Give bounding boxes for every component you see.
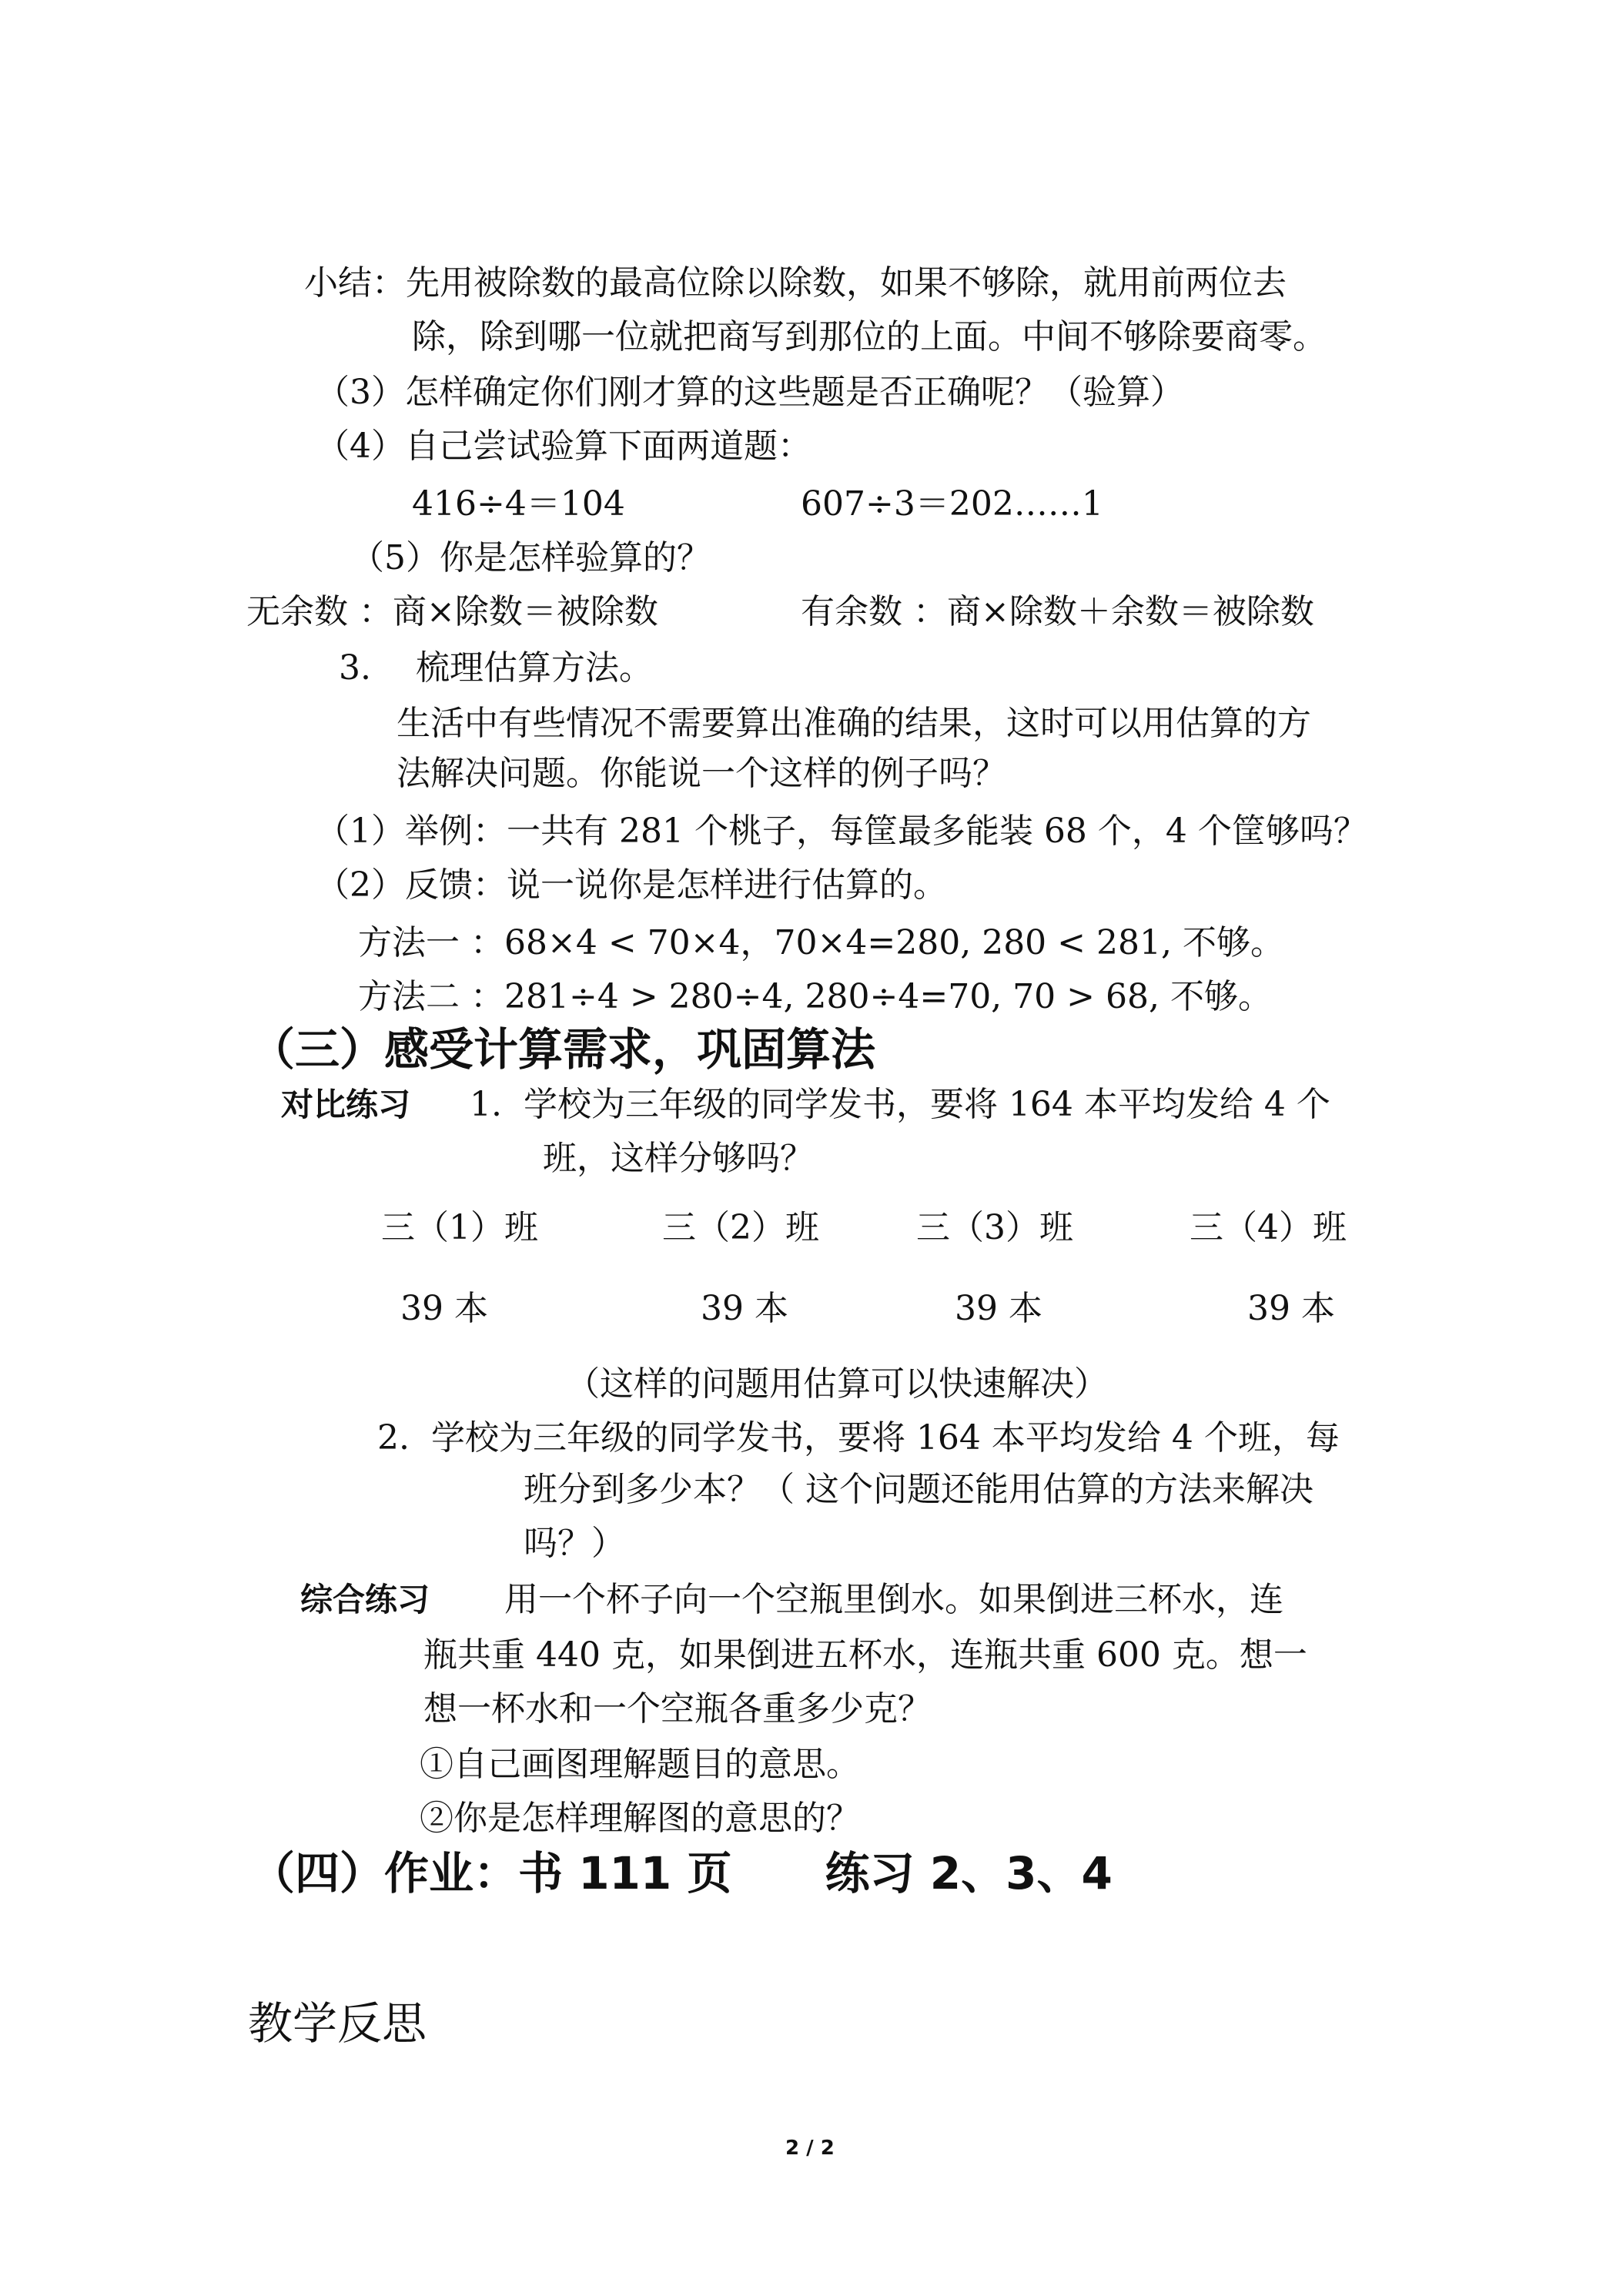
equation-1: 416÷4＝104	[412, 484, 625, 524]
step-3-example: （1）举例：一共有 281 个桃子，每筐最多能装 68 个，4 个筐够吗？	[316, 812, 1367, 851]
book-count: 39 本	[701, 1289, 788, 1328]
step-3-title: 梳理估算方法。	[416, 648, 653, 688]
compare-question-1-line-1: 1. 学校为三年级的同学发书，要将 164 本平均发给 4 个	[470, 1085, 1330, 1124]
comprehensive-line-2: 瓶共重 440 克，如果倒进五杯水，连瓶共重 600 克。想一	[423, 1635, 1307, 1675]
question-5: （5）你是怎样验算的？	[350, 538, 711, 577]
check-with-remainder: 有余数 ：商×除数＋余数＝被除数	[801, 592, 1314, 631]
compare-practice-label: 对比练习	[281, 1086, 411, 1123]
check-no-remainder: 无余数 ：商×除数＝被除数	[246, 592, 658, 631]
book-count: 39 本	[400, 1289, 488, 1328]
estimation-note: （这样的问题用估算可以快速解决）	[566, 1364, 1108, 1404]
book-count: 39 本	[955, 1289, 1042, 1328]
compare-question-1-line-2: 班，这样分够吗？	[543, 1139, 814, 1178]
step-3-feedback: （2）反馈：说一说你是怎样进行估算的。	[316, 865, 947, 905]
compare-question-2-line-3: 吗？）	[524, 1524, 625, 1563]
class-label: 三（1）班	[381, 1208, 538, 1247]
comprehensive-line-3: 想一杯水和一个空瓶各重多少克？	[423, 1689, 932, 1729]
summary-line-2: 除，除到哪一位就把商写到那位的上面。中间不够除要商零。	[412, 317, 1327, 356]
step-3-paragraph-1: 生活中有些情况不需要算出准确的结果，这时可以用估算的方	[397, 704, 1311, 743]
step-3-number: 3.	[339, 648, 371, 688]
class-label: 三（4）班	[1190, 1208, 1347, 1247]
summary-line-1: 小结：先用被除数的最高位除以除数，如果不够除，就用前两位去	[304, 263, 1287, 303]
compare-question-2-line-2: 班分到多少本？（ 这个问题还能用估算的方法来解决	[524, 1470, 1313, 1509]
teaching-reflection-heading: 教学反思	[248, 1997, 427, 2050]
method-1: 方法一 ：68×4 < 70×4，70×4=280, 280 < 281, 不够。	[358, 923, 1284, 962]
page-number: 2 / 2	[785, 2137, 835, 2160]
comprehensive-line-1: 用一个杯子向一个空瓶里倒水。如果倒进三杯水，连	[504, 1580, 1283, 1619]
class-label: 三（3）班	[916, 1208, 1073, 1247]
book-count: 39 本	[1247, 1289, 1335, 1328]
method-2: 方法二 ：281÷4 > 280÷4, 280÷4=70, 70 > 68, 不够。	[358, 977, 1272, 1016]
step-3-paragraph-2: 法解决问题。你能说一个这样的例子吗？	[397, 754, 1006, 793]
equation-2: 607÷3＝202……1	[801, 484, 1103, 524]
question-4: （4）自己尝试验算下面两道题：	[316, 427, 812, 466]
compare-question-2-line-1: 2. 学校为三年级的同学发书，要将 164 本平均发给 4 个班，每	[377, 1418, 1340, 1458]
question-3: （3）怎样确定你们刚才算的这些题是否正确呢？（验算）	[316, 373, 1184, 412]
comprehensive-line-5: ②你是怎样理解图的意思的？	[420, 1799, 860, 1838]
comprehensive-practice-label: 综合练习	[300, 1581, 430, 1618]
section-3-heading: （三）感受计算需求，巩固算法	[250, 1023, 876, 1076]
section-4-heading: （四）作业：书 111 页 练习 2、3、4	[250, 1847, 1113, 1899]
class-label: 三（2）班	[662, 1208, 819, 1247]
comprehensive-line-4: ①自己画图理解题目的意思。	[420, 1745, 860, 1784]
